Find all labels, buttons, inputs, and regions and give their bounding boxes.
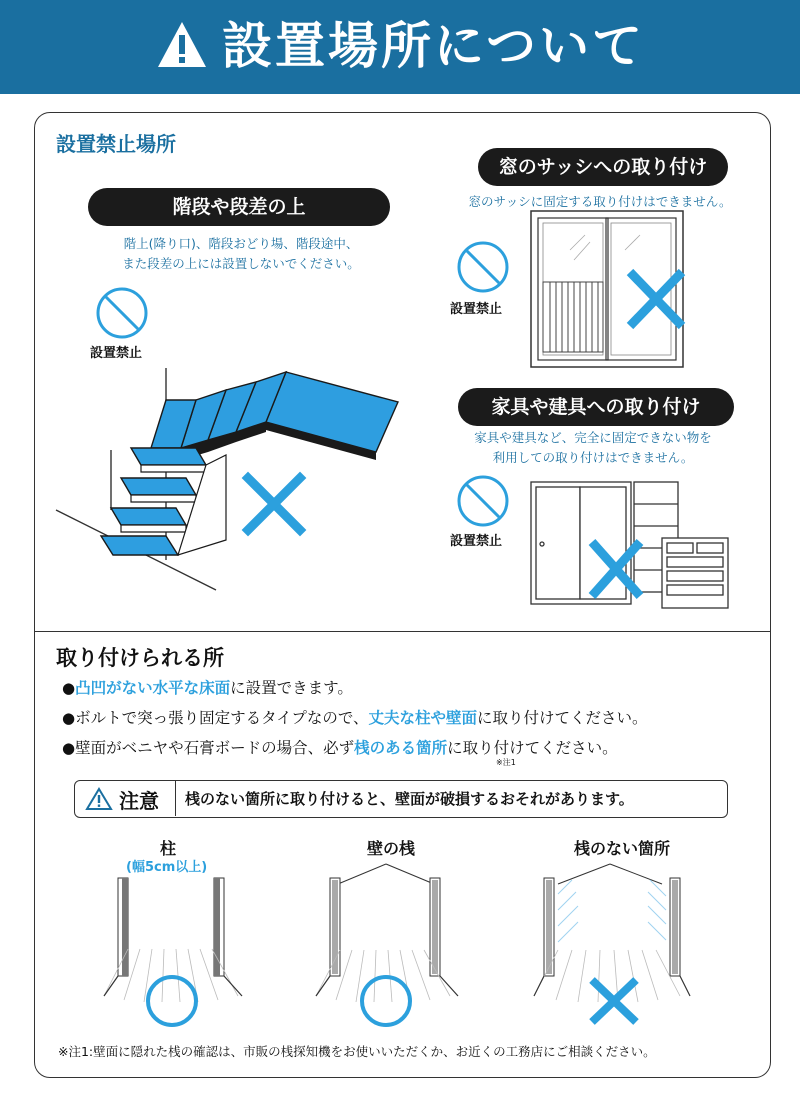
stairs-label: 階段や段差の上 [88, 188, 390, 226]
diagram-pillar-sub: (幅5cm以上) [126, 860, 208, 875]
rule2-pre: ボルトで突っ張り固定するタイプなので、 [75, 709, 369, 727]
caution-message: 桟のない箇所に取り付けると、壁面が破損するおそれがあります。 [185, 790, 634, 808]
prohibited-section-title: 設置禁止場所 [56, 132, 176, 156]
page-header [0, 0, 800, 94]
allowed-section-title: 取り付けられる所 [56, 646, 224, 670]
sash-status: 設置禁止 [450, 302, 503, 317]
prohibited-icon [456, 474, 510, 528]
furniture-note [448, 428, 738, 468]
footnote: ※注1:壁面に隠れた桟の確認は、市販の桟探知機をお使いいただくか、お近くの工務店にご相談ください。 [58, 1044, 656, 1059]
footnote-ref: ※注1 [496, 758, 516, 767]
window-sash-illustration [530, 210, 685, 370]
allowed-rule-1 [62, 676, 353, 698]
rule1-text: に設置できます。 [230, 679, 353, 697]
rule1-highlight: 凸凹がない水平な床面 [75, 679, 231, 697]
rule2-text: に取り付けてください。 [477, 709, 648, 727]
pillar-diagram [100, 874, 250, 1034]
rule3-highlight: 桟のある箇所 [354, 739, 448, 757]
allowed-rule-3 [62, 736, 618, 758]
bullet: ● [62, 739, 76, 757]
bullet: ● [62, 679, 76, 697]
rule3-pre: 壁面がベニヤや石膏ボードの場合、必ず [75, 739, 355, 757]
warning-icon [155, 18, 209, 72]
stairs-note [96, 234, 386, 274]
rule2-highlight: 丈夫な柱や壁面 [368, 709, 478, 727]
page-title: 設置場所について [222, 17, 645, 75]
furniture-label: 家具や建具への取り付け [458, 388, 734, 426]
stairs-note-line2: また段差の上には設置しないでください。 [122, 256, 360, 271]
warning-icon [85, 787, 113, 811]
bullet: ● [62, 709, 76, 727]
prohibited-icon [95, 286, 149, 340]
caution-label [75, 781, 176, 816]
caution-label-text: 注意 [119, 789, 159, 813]
furniture-illustration [530, 478, 735, 610]
furniture-note-line1: 家具や建具など、完全に固定できない物を [474, 430, 712, 445]
diagram-no-stud-title: 桟のない箇所 [573, 839, 670, 858]
stairs-status: 設置禁止 [90, 346, 143, 361]
furniture-status: 設置禁止 [450, 534, 503, 549]
furniture-note-line2: 利用しての取り付けはできません。 [492, 450, 694, 465]
no-stud-diagram [528, 870, 698, 1034]
prohibited-icon [456, 240, 510, 294]
sash-note: 窓のサッシに固定する取り付けはできません。 [468, 194, 732, 209]
rule3-text: に取り付けてください。 [447, 739, 618, 757]
allowed-rule-2 [62, 706, 648, 728]
stairs-illustration [56, 360, 406, 590]
stud-diagram [312, 870, 462, 1034]
diagram-pillar-title: 柱 [159, 839, 176, 858]
sash-label: 窓のサッシへの取り付け [478, 148, 728, 186]
stairs-note-line1: 階上(降り口)、階段おどり場、階段途中、 [123, 236, 359, 251]
section-divider [34, 631, 771, 632]
diagram-stud-title: 壁の桟 [366, 839, 415, 858]
caution-box [74, 780, 728, 818]
